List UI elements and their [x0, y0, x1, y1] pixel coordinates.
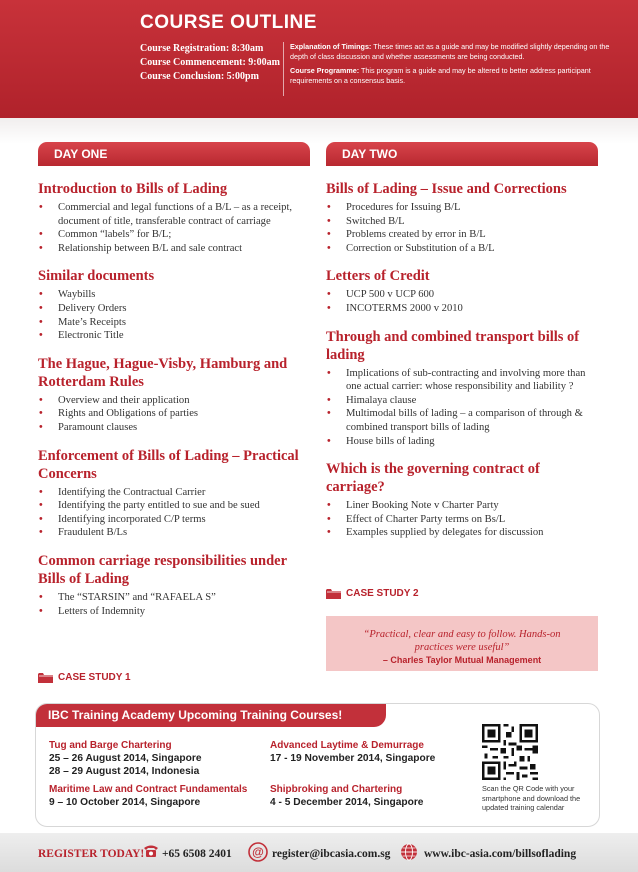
topic-list: [326, 499, 601, 540]
topic-item: [326, 201, 601, 215]
topic-text: Correction or Substitution of a B/L: [346, 242, 495, 254]
topic-item: [326, 513, 601, 527]
bullet-icon: •: [327, 408, 331, 420]
topic-text: Procedures for Issuing B/L: [346, 202, 461, 213]
bullet-icon: •: [39, 500, 43, 512]
topic-text: Liner Booking Note v Charter Party: [346, 500, 499, 512]
course-item[interactable]: [49, 739, 202, 778]
topic-item: [38, 201, 313, 228]
section-title: Which is the governing contract of carriage?: [326, 461, 540, 496]
page-title: COURSE OUTLINE: [140, 12, 317, 33]
registration-time: Course Registration: 8:30am: [140, 43, 264, 54]
topic-item: [38, 526, 313, 540]
course-name: Advanced Laytime & Demurrage: [270, 740, 424, 751]
testimonial-attribution: – Charles Taylor Mutual Management: [382, 655, 542, 665]
bullet-icon: •: [327, 500, 331, 512]
topic-list: [326, 288, 601, 315]
topic-list: [38, 201, 313, 255]
section-title: Enforcement of Bills of Lading – Practical Concerns: [38, 447, 299, 482]
topic-text: Identifying incorporated C/P terms: [58, 513, 206, 525]
testimonial-quote: “Practical, clear and easy to follow. Hands-on practices were useful”: [363, 629, 561, 653]
course-item[interactable]: [270, 783, 423, 809]
topic-list: [38, 288, 313, 342]
bullet-icon: •: [327, 302, 331, 314]
topic-item: [326, 228, 601, 242]
qr-instructions: Scan the QR Code with your smartphone and download the updated training calendar: [482, 784, 581, 812]
header-notes: [290, 42, 610, 86]
conclusion-time: Course Conclusion: 5:00pm: [140, 71, 259, 82]
bullet-icon: •: [327, 367, 331, 379]
topic-item: [38, 513, 313, 527]
upcoming-title: IBC Training Academy Upcoming Training Courses!: [36, 704, 386, 727]
topic-text: Effect of Charter Party terms on Bs/L: [346, 513, 506, 525]
course-date: 25 – 26 August 2014, Singapore: [49, 753, 202, 764]
section-title: Bills of Lading – Issue and Corrections: [326, 181, 567, 197]
globe-icon: [400, 843, 418, 861]
topic-list: [326, 367, 601, 449]
timings-note: [290, 42, 610, 62]
topic-item: [326, 394, 601, 408]
bullet-icon: •: [327, 242, 331, 254]
topic-text: Relationship between B/L and sale contract: [58, 242, 243, 254]
section-title: Introduction to Bills of Lading: [38, 181, 228, 197]
topic-item: [326, 407, 601, 434]
bullet-icon: •: [327, 513, 331, 525]
section-title: Common carriage responsibilities under Bills of Lading: [38, 552, 287, 587]
header-divider: [283, 42, 284, 96]
section-title: Similar documents: [38, 268, 155, 285]
folder-icon: [38, 672, 53, 683]
timings-text: These times act as a guide and may be modified slightly depending on the depth of class discussion and whether assessments are being conducted.: [290, 42, 610, 61]
topic-text: House bills of lading: [346, 435, 435, 447]
topic-item: [38, 499, 313, 513]
bullet-icon: •: [327, 394, 331, 406]
programme-note: [290, 66, 610, 86]
topic-text: Fraudulent B/Ls: [58, 527, 128, 539]
topic-item: [38, 591, 313, 605]
topic-text: The “STARSIN” and “RAFAELA S”: [58, 591, 216, 603]
header-banner: [0, 0, 638, 118]
topic-text: Rights and Obligations of parties: [58, 408, 199, 420]
bullet-icon: •: [39, 316, 43, 328]
course-date: 28 – 29 August 2014, Indonesia: [49, 766, 200, 777]
topic-item: [38, 421, 313, 435]
topic-text: Multimodal bills of lading – a comparison of through & combined transport bills of lading: [346, 408, 583, 433]
course-name: Maritime Law and Contract Fundamentals: [49, 784, 248, 795]
topic-text: INCOTERMS 2000 v 2010: [346, 302, 463, 314]
topic-text: Letters of Indemnity: [58, 605, 146, 617]
topic-item: [38, 288, 313, 302]
folder-icon: [326, 588, 341, 599]
topic-text: Common “labels” for B/L;: [58, 229, 172, 241]
bullet-icon: •: [39, 605, 43, 617]
bullet-icon: •: [39, 229, 43, 241]
bullet-icon: •: [39, 330, 43, 342]
bullet-icon: •: [39, 394, 43, 406]
testimonial-box: [326, 616, 598, 671]
topic-text: Electronic Title: [58, 330, 124, 342]
topic-item: [38, 228, 313, 242]
case-study-label: CASE STUDY 1: [58, 672, 131, 683]
topic-item: [326, 435, 601, 449]
topic-item: [326, 526, 601, 540]
bullet-icon: •: [39, 202, 43, 213]
bullet-icon: •: [39, 486, 43, 498]
topic-text: Identifying the party entitled to sue and be sued: [58, 500, 260, 512]
topic-text: UCP 500 v UCP 600: [346, 289, 435, 301]
topic-text: Implications of sub-contracting and involving more than one actual carrier: whose responsibility and liability ?: [346, 367, 586, 393]
topic-item: [326, 302, 601, 316]
topic-text: Himalaya clause: [346, 394, 417, 406]
topic-item: [38, 302, 313, 316]
bullet-icon: •: [39, 242, 43, 254]
bullet-icon: •: [327, 527, 331, 539]
svg-text:@: @: [252, 845, 264, 859]
header-shadow-band: [0, 118, 638, 144]
topic-item: [326, 367, 601, 394]
day-one-column: [38, 180, 313, 630]
topic-text: Delivery Orders: [58, 302, 127, 314]
topic-item: [38, 394, 313, 408]
programme-text: This program is a guide and may be altered to better address participant requirements on a consensus basis.: [290, 66, 591, 85]
bullet-icon: •: [39, 421, 43, 433]
programme-label: Course Programme:: [290, 66, 360, 75]
case-study-2: [326, 588, 419, 599]
bullet-icon: •: [327, 229, 331, 241]
topic-list: [326, 201, 601, 255]
topic-item: [326, 288, 601, 302]
topic-item: [38, 242, 313, 256]
upcoming-courses-panel: [35, 703, 600, 827]
topic-text: Examples supplied by delegates for discussion: [346, 527, 544, 539]
bullet-icon: •: [39, 302, 43, 314]
course-date: 4 - 5 December 2014, Singapore: [270, 797, 424, 808]
website-link[interactable]: www.ibc-asia.com/billsoflading: [424, 848, 577, 860]
topic-text: Switched B/L: [346, 215, 405, 227]
timings-label: Explanation of Timings:: [290, 42, 372, 51]
bullet-icon: •: [39, 513, 43, 525]
topic-text: Waybills: [58, 289, 96, 301]
topic-item: [38, 316, 313, 330]
course-date: 9 – 10 October 2014, Singapore: [49, 797, 201, 808]
section-title: The Hague, Hague-Visby, Hamburg and Rotterdam Rules: [38, 355, 288, 390]
phone-number[interactable]: +65 6508 2401: [162, 848, 232, 860]
bullet-icon: •: [327, 289, 331, 301]
topic-text: Commercial and legal functions of a B/L – as a receipt, document of title, transferable contract of carriage: [58, 202, 293, 227]
bullet-icon: •: [327, 435, 331, 447]
topic-text: Mate’s Receipts: [58, 316, 126, 328]
topic-text: Problems created by error in B/L: [346, 229, 486, 241]
bullet-icon: •: [39, 289, 43, 301]
course-item[interactable]: [270, 739, 435, 765]
topic-list: [38, 591, 313, 618]
bullet-icon: •: [39, 408, 43, 420]
course-name: Tug and Barge Chartering: [49, 740, 172, 751]
commencement-time: Course Commencement: 9:00am: [140, 57, 280, 68]
bullet-icon: •: [39, 591, 43, 603]
course-date: 17 - 19 November 2014, Singapore: [270, 753, 436, 764]
course-name: Shipbroking and Chartering: [270, 784, 403, 795]
topic-text: Paramount clauses: [58, 421, 138, 433]
topic-item: [326, 242, 601, 256]
bullet-icon: •: [327, 215, 331, 227]
case-study-label: CASE STUDY 2: [346, 588, 419, 599]
course-item[interactable]: [49, 783, 247, 809]
topic-item: [326, 215, 601, 229]
day-two-heading: DAY TWO: [326, 142, 598, 166]
qr-code-icon[interactable]: [482, 724, 538, 780]
topic-item: [38, 486, 313, 500]
email-icon: [248, 842, 268, 862]
topic-text: Overview and their application: [58, 394, 190, 406]
topic-list: [38, 486, 313, 540]
section-title: Through and combined transport bills of lading: [326, 328, 580, 363]
topic-text: Identifying the Contractual Carrier: [58, 486, 206, 498]
case-study-1: [38, 672, 131, 683]
bullet-icon: •: [39, 527, 43, 539]
phone-icon: [143, 844, 159, 858]
section-title: Letters of Credit: [326, 268, 430, 285]
topic-item: [38, 407, 313, 421]
register-label: REGISTER TODAY!: [38, 848, 145, 860]
topic-item: [326, 499, 601, 513]
topic-list: [38, 394, 313, 435]
bullet-icon: •: [327, 202, 331, 213]
course-times: [140, 42, 280, 84]
email-link[interactable]: register@ibcasia.com.sg: [272, 848, 391, 860]
footer-bar: [0, 833, 638, 872]
topic-item: [38, 605, 313, 619]
topic-item: [38, 329, 313, 343]
day-two-column: [326, 180, 601, 552]
day-one-heading: DAY ONE: [38, 142, 310, 166]
